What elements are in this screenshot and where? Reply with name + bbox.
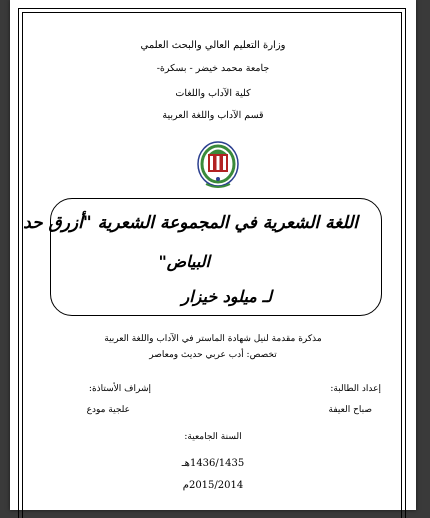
gregorian-year: 2015/2014م	[182, 480, 244, 491]
university-line: جامعة محمد خيضر - بسكرة-	[156, 63, 270, 74]
thesis-specialty: تخصص: أدب عربي حديث ومعاصر	[149, 350, 277, 360]
thesis-title-line2: البياض"	[158, 252, 210, 271]
thesis-description: مذكرة مقدمة لنيل شهادة الماستر في الآداب واللغة العربية	[104, 334, 322, 344]
supervisor-name: علجية مودع	[86, 405, 130, 415]
ministry-line: وزارة التعليم العالي والبحث العلمي	[140, 40, 286, 51]
thesis-title-line1: اللغة الشعرية في المجموعة الشعرية "أزرق حد	[23, 213, 358, 233]
department-line: قسم الآداب واللغة العربية	[162, 110, 264, 121]
student-name: صباح العيفة	[328, 405, 372, 415]
academic-year-label: السنة الجامعية:	[184, 432, 242, 442]
student-label: إعداد الطالبة:	[330, 384, 381, 394]
supervisor-label: إشراف الأستاذة:	[88, 384, 151, 394]
document-page	[10, 0, 416, 510]
hijri-year: 1436/1435هـ	[181, 458, 245, 469]
thesis-author: لـ ميلود خيزار	[181, 287, 272, 306]
university-logo-icon	[196, 140, 240, 192]
faculty-line: كلية الآداب واللغات	[175, 88, 251, 99]
